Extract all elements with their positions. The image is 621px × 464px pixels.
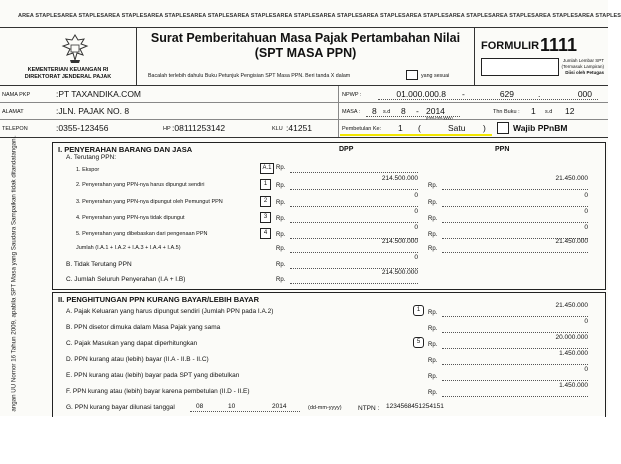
hp-label: HP: [163, 126, 171, 132]
section-2-row-label: E. PPN kurang atau (lebih) bayar pada SPT yang dibetulkan: [66, 372, 240, 379]
ministry-name: KEMENTERIAN KEUANGAN RI: [27, 67, 109, 73]
rp-label: Rp.: [428, 183, 438, 189]
staples-label: AREA STAPLES: [233, 13, 277, 19]
ppn-line: [442, 222, 588, 223]
rp-label: Rp.: [276, 183, 286, 189]
rp-label: Rp.: [276, 232, 286, 238]
dpp-value[interactable]: 0: [414, 208, 418, 215]
row-divider: [338, 86, 339, 137]
staples-label: AREA STAPLES: [362, 13, 406, 19]
row-code: 2: [260, 196, 271, 207]
staples-label: AREA STAPLES: [405, 13, 449, 19]
nama-value[interactable]: :PT TAXANDIKA.COM: [56, 89, 142, 99]
highlight-underline: [340, 134, 492, 136]
masa-format: (mm-mm-yyyy): [426, 115, 453, 120]
ppn-line: [442, 252, 588, 253]
dpp-line: [290, 172, 418, 173]
example-checkbox: [406, 70, 418, 80]
staples-label: AREA STAPLES: [276, 13, 320, 19]
telepon-value[interactable]: :0355-123456: [56, 123, 109, 133]
ntpn-label: NTPN :: [358, 405, 380, 412]
npwp-separator: .: [538, 89, 541, 99]
b-dpp[interactable]: 0: [414, 254, 418, 261]
section-2-row-label: F. PPN kurang atau (lebih) bayar karena pembetulan (II.D - II.E): [66, 388, 250, 395]
rp-label: Rp.: [428, 246, 438, 252]
telepon-label: TELEPON: [2, 126, 28, 132]
g-format: (dd-mm-yyyy): [308, 405, 342, 411]
formulir-label: FORMULIR: [481, 40, 540, 52]
dpp-line: [290, 222, 418, 223]
row-code: 4: [260, 228, 271, 239]
ppn-line: [442, 206, 588, 207]
value-line: [442, 348, 588, 349]
staples-label: AREA STAPLES: [578, 13, 621, 19]
staples-label: AREA STAPLES: [61, 13, 105, 19]
g-year[interactable]: 2014: [272, 403, 287, 410]
npwp-label: NPWP :: [342, 92, 362, 98]
header-bottom-border: [0, 85, 608, 86]
form-subtitle: (SPT MASA PPN): [254, 46, 357, 60]
c-dpp[interactable]: 214.500.000: [381, 269, 418, 276]
dpp-header: DPP: [339, 146, 354, 153]
row-code: 1: [260, 179, 271, 190]
alamat-label: ALAMAT: [2, 109, 24, 115]
row-divider: [0, 102, 608, 103]
npwp-separator: -: [462, 89, 465, 99]
ppn-value[interactable]: 0: [584, 224, 588, 231]
wajib-ppnbm-label: Wajib PPnBM: [513, 123, 568, 133]
nama-label: NAMA PKP: [2, 92, 31, 98]
rp-label: Rp.: [428, 342, 438, 348]
dpp-line: [290, 283, 418, 284]
ppn-value[interactable]: 0: [584, 208, 588, 215]
row-label: 5. Penyerahan yang dibebaskan dari pengenaan PPN: [76, 231, 208, 237]
dpp-value[interactable]: 214.500.000: [381, 175, 418, 182]
ntpn-value[interactable]: 1234568451254151: [386, 403, 444, 410]
g-month[interactable]: 10: [228, 403, 236, 410]
row-divider: [0, 137, 608, 138]
directorate-name: DIREKTORAT JENDERAL PAJAK: [24, 74, 112, 80]
dpp-value[interactable]: 0: [414, 224, 418, 231]
rp-label: Rp.: [276, 216, 286, 222]
rp-label: Rp.: [276, 277, 286, 283]
section-2-row-label: A. Pajak Keluaran yang harus dipungut sendiri (Jumlah PPN pada I.A.2): [66, 308, 274, 315]
section-2-value[interactable]: 20.000.000: [555, 334, 588, 341]
klu-label: KLU: [272, 126, 283, 132]
value-line: [442, 332, 588, 333]
jumlah-ppn[interactable]: 21.450.000: [555, 238, 588, 245]
rp-label: Rp.: [428, 358, 438, 364]
row-code: A.1: [260, 163, 274, 174]
rp-label: Rp.: [428, 200, 438, 206]
dpp-value[interactable]: 0: [414, 192, 418, 199]
lampiran-count-box[interactable]: [481, 58, 559, 76]
section-2-value[interactable]: 21.450.000: [555, 302, 588, 309]
masa-underline: [366, 116, 460, 117]
ppn-header: PPN: [495, 146, 510, 153]
thn-buku-label: Thn Buku :: [493, 109, 520, 115]
value-line: [442, 364, 588, 365]
lampiran-note: Diisi oleh Petugas: [565, 70, 604, 75]
npwp-underline: [378, 99, 598, 100]
masa-dash: -: [416, 106, 419, 116]
npwp-end[interactable]: 000: [577, 89, 592, 99]
form-title: Surat Pemberitahuan Masa Pajak Pertambahan Nilai: [150, 31, 461, 45]
ppn-line: [442, 189, 588, 190]
staples-label: AREA STAPLES: [448, 13, 492, 19]
staples-label: AREA STAPLES: [147, 13, 191, 19]
hp-value[interactable]: :08111253142: [172, 123, 226, 133]
pembetulan-value[interactable]: 1: [398, 123, 403, 133]
fill-instruction-tail: yang sesuai: [421, 73, 450, 79]
masa-to[interactable]: 8: [401, 106, 406, 116]
masa-label: MASA :: [342, 109, 361, 115]
row-code: 5: [413, 337, 424, 348]
section-1-a-label: A. Terutang PPN:: [66, 154, 117, 161]
section-2-value[interactable]: 1.450.000: [559, 382, 588, 389]
staples-label: AREA STAPLES: [534, 13, 579, 19]
section-1-b-label: B. Tidak Terutang PPN: [66, 261, 132, 268]
section-2-value[interactable]: 1.450.000: [559, 350, 588, 357]
lampiran-note: Jumlah Lembar SPT: [562, 58, 604, 63]
rp-label: Rp.: [276, 262, 286, 268]
section-2-row-label: D. PPN kurang atau (lebih) bayar (II.A - II.B - II.C): [66, 356, 209, 363]
jumlah-label: Jumlah (I.A.1 + I.A.2 + I.A.3 + I.A.4 + I.A.5): [76, 245, 181, 251]
pembetulan-text[interactable]: Satu: [448, 123, 466, 133]
section-2-row-label: C. Pajak Masukan yang dapat diperhitungkan: [66, 340, 198, 347]
rp-label: Rp.: [276, 165, 286, 171]
pembetulan-paren: (: [418, 123, 421, 133]
rp-label: Rp.: [276, 246, 286, 252]
staples-label: AREA STAPLES: [18, 13, 62, 19]
pembetulan-label: Pembetulan Ke:: [342, 126, 382, 132]
ppn-value[interactable]: 0: [584, 192, 588, 199]
formulir-number: 1111: [540, 35, 578, 55]
klu-value[interactable]: :41251: [286, 123, 312, 133]
lampiran-note: (Termasuk Lampiran): [561, 64, 604, 69]
row-label: 3. Penyerahan yang PPN-nya dipungut oleh Pemungut PPN: [76, 199, 223, 205]
pembetulan-paren: ): [483, 123, 486, 133]
row-code: 1: [413, 305, 424, 316]
jumlah-dpp[interactable]: 214.500.000: [381, 238, 418, 245]
rp-label: Rp.: [428, 232, 438, 238]
staples-strip: [18, 13, 621, 24]
section-1-c-label: C. Jumlah Seluruh Penyerahan (I.A + I.B): [66, 276, 186, 283]
section-1-title: I. PENYERAHAN BARANG DAN JASA: [58, 145, 193, 154]
rp-label: Rp.: [428, 310, 438, 316]
staples-label: AREA STAPLES: [319, 13, 363, 19]
dpp-line: [290, 252, 418, 253]
staples-label: AREA STAPLES: [190, 13, 234, 19]
npwp-main[interactable]: 01.000.000.8: [396, 89, 446, 99]
alamat-value[interactable]: :JLN. PAJAK NO. 8: [56, 106, 130, 116]
row-label: 2. Penyerahan yang PPN-nya harus dipungut sendiri: [76, 182, 205, 188]
dpp-line: [290, 189, 418, 190]
garuda-logo-icon: [61, 33, 89, 65]
section-2-row-label: B. PPN disetor dimuka dalam Masa Pajak yang sama: [66, 324, 221, 331]
row-divider: [0, 119, 608, 120]
fill-instruction: Bacalah terlebih dahulu Buku Petunjuk Pengisian SPT Masa PPN. Beri tanda X dalam: [148, 73, 351, 79]
rp-label: Rp.: [276, 200, 286, 206]
row-label: 1. Ekspor: [76, 167, 100, 173]
masa-from[interactable]: 8: [372, 106, 377, 116]
header-divider: [474, 27, 475, 85]
rp-label: Rp.: [428, 216, 438, 222]
g-label: G. PPN kurang bayar dilunasi tanggal: [66, 404, 175, 411]
section-2-value[interactable]: 0: [584, 366, 588, 373]
thn-buku-sd: s.d: [545, 109, 553, 115]
npwp-mid[interactable]: 629: [499, 89, 514, 99]
value-line: [442, 316, 588, 317]
section-2-value[interactable]: 0: [584, 318, 588, 325]
g-day[interactable]: 08: [196, 403, 204, 410]
side-notice: angan UU Nomor 16 Tahun 2009, apabila SPT Masa yang Saudara Sampaikan tidak ditandatangani.: [10, 135, 18, 412]
value-line: [442, 396, 588, 397]
dpp-line: [290, 206, 418, 207]
section-2-title: II. PENGHITUNGAN PPN KURANG BAYAR/LEBIH BAYAR: [58, 295, 260, 304]
header-top-border: [0, 27, 608, 28]
g-date-line: [190, 411, 300, 412]
masa-year[interactable]: 2014: [426, 106, 445, 116]
wajib-ppnbm-checkbox[interactable]: [497, 122, 509, 134]
value-line: [442, 380, 588, 381]
masa-sd: s.d: [383, 109, 391, 115]
rp-label: Rp.: [428, 390, 438, 396]
staples-label: AREA STAPLES: [491, 13, 535, 19]
row-label: 4. Penyerahan yang PPN-nya tidak dipungut: [76, 215, 185, 221]
row-code: 3: [260, 212, 271, 223]
staples-label: AREA STAPLES: [104, 13, 148, 19]
rp-label: Rp.: [428, 326, 438, 332]
thn-buku-to[interactable]: 12: [565, 106, 575, 116]
rp-label: Rp.: [428, 374, 438, 380]
ppn-value[interactable]: 21.450.000: [555, 175, 588, 182]
thn-buku-from[interactable]: 1: [531, 106, 536, 116]
